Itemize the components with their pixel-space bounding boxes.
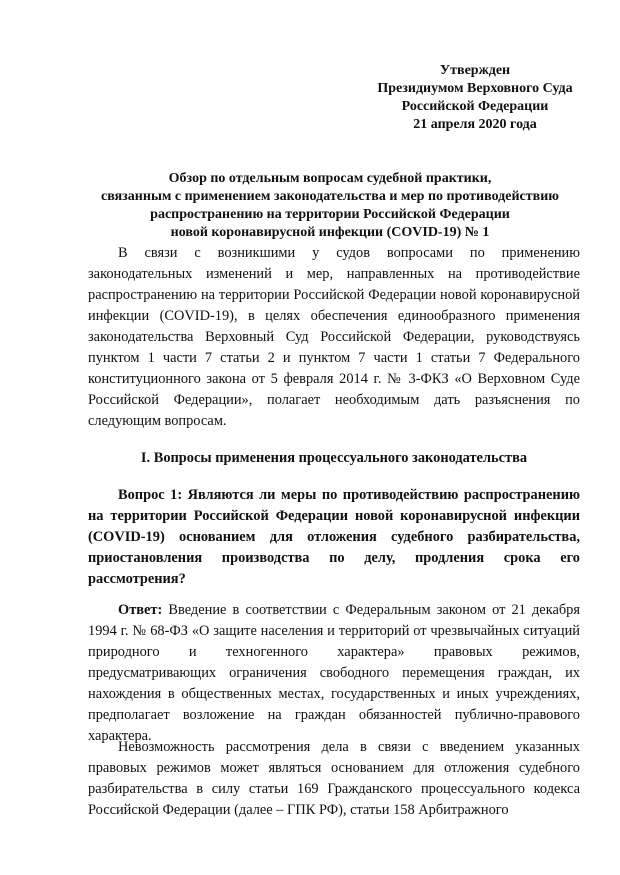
approval-line-1: Утвержден [439, 63, 511, 78]
title-line-4: новой коронавирусной инфекции (COVID-19) № 1 [170, 225, 490, 240]
approval-block [340, 62, 610, 134]
title-line-3: распространению на территории Российской Федерации [150, 207, 510, 222]
approval-line-3: Российской Федерации [401, 99, 549, 114]
section-heading: I. Вопросы применения процессуального законодательства [140, 450, 528, 466]
answer-label: Ответ: [118, 602, 163, 618]
second-paragraph: Невозможность рассмотрения дела в связи с введением указанных правовых режимов может являться основанием для отложения судебного разбирательства в силу статьи 169 Гражданского процессуального кодекса Российской Федерации (далее – ГПК РФ), статьи 158 Арбитражного [88, 739, 580, 818]
approval-line-2: Президиумом Верховного Суда [377, 81, 573, 96]
approval-date: 21 апреля 2020 года [413, 117, 537, 132]
document-title [80, 170, 580, 242]
question-paragraph: Вопрос 1: Являются ли меры по противодействию распространению на территории Российской Федерации новой коронавирусной инфекции (COVID-19) основанием для отложения судебного разбирательства, приостановления производства по делу, продления срока его рассмотрения? [88, 487, 580, 587]
answer-text: Введение в соответствии с Федеральным законом от 21 декабря 1994 г. № 68-ФЗ «О защите населения и территорий от чрезвычайных ситуаций природного и техногенного характера» правовых режимов, предусматривающих ограничения свободного перемещения граждан, их нахождения в общественных местах, государственных и иных учреждениях, предполагает возложение на граждан обязанностей публично-правового характера. [88, 602, 580, 744]
title-line-2: связанным с применением законодательства и мер по противодействию [101, 189, 559, 204]
answer-paragraph [88, 600, 580, 747]
title-line-1: Обзор по отдельным вопросам судебной практики, [168, 171, 492, 186]
intro-paragraph: В связи с возникшими у судов вопросами по применению законодательных изменений и мер, направленных на противодействие распространению на территории Российской Федерации новой коронавирусной инфекции (COVID-19), в целях обеспечения единообразного применения законодательства Верховный Суд Российской Федерации, руководствуясь пунктом 1 части 7 статьи 2 и пунктом 7 части 1 статьи 7 Федерального конституционного закона от 5 февраля 2014 г. № 3-ФКЗ «О Верховном Суде Российской Федерации», полагает необходимым дать разъяснения по следующим вопросам. [88, 245, 580, 429]
